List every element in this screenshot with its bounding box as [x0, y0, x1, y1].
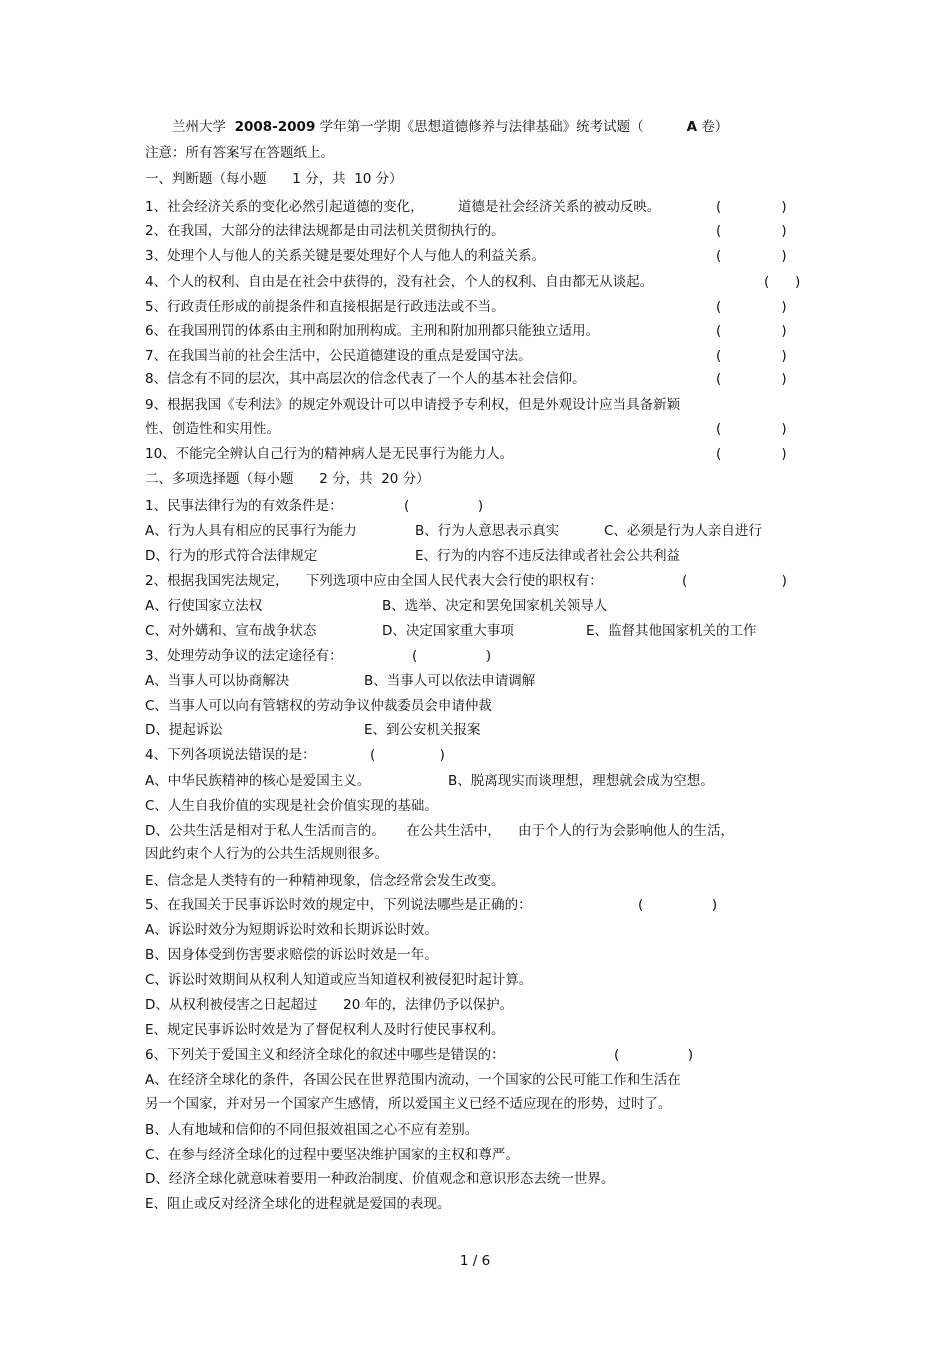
mc-option: D、提起诉讼	[145, 722, 223, 738]
exam-title	[172, 118, 728, 136]
mc-question: 5、在我国关于民事诉讼时效的规定中，下列说法哪些是正确的：	[145, 897, 532, 913]
mc-option: B、脱离现实而谈理想，理想就会成为空想。	[448, 773, 714, 789]
tf-question: 3、处理个人与他人的关系关键是要处理好个人与他人的利益关系。	[145, 248, 546, 264]
mc-option: E、监督其他国家机关的工作	[586, 623, 757, 639]
tf-question: 7、在我国当前的社会生活中，公民道德建设的重点是爱国守法。	[145, 348, 532, 364]
mc-option: D、决定国家重大事项	[382, 623, 514, 639]
answer-paren: ( )	[716, 348, 787, 364]
mc-option: A、行为人具有相应的民事行为能力	[145, 523, 357, 539]
tf-question-cont: 性、创造性和实用性。	[145, 421, 280, 437]
mc-option: C、人生自我价值的实现是社会价值实现的基础。	[145, 798, 438, 814]
mc-option: E、阻止或反对经济全球化的进程就是爱国的表现。	[145, 1196, 451, 1212]
mc-option: C、在参与经济全球化的过程中要坚决维护国家的主权和尊严。	[145, 1147, 519, 1163]
mc-option: B、选举、决定和罢免国家机关领导人	[382, 598, 608, 614]
tf-question: 2、在我国，大部分的法律法规都是由司法机关贯彻执行的。	[145, 223, 505, 239]
mc-option: B、当事人可以依法申请调解	[364, 673, 536, 689]
answer-paren: ( )	[716, 446, 787, 462]
mc-question: 3、处理劳动争议的法定途径有：	[145, 648, 343, 664]
mc-option: C、诉讼时效期间从权利人知道或应当知道权利被侵犯时起计算。	[145, 972, 533, 988]
answer-paren: ( )	[716, 199, 787, 215]
page-number: 1 / 6	[459, 1253, 491, 1269]
mc-option: E、规定民事诉讼时效是为了督促权利人及时行使民事权利。	[145, 1022, 505, 1038]
answer-paren: ( )	[716, 223, 787, 239]
mc-option: E、行为的内容不违反法律或者社会公共利益	[415, 548, 681, 564]
tf-question: 4、个人的权利、自由是在社会中获得的，没有社会，个人的权利、自由都无从谈起。	[145, 274, 654, 290]
mc-option: A、行使国家立法权	[145, 598, 263, 614]
school-name: 兰州大学	[172, 119, 226, 135]
paper-letter: A	[686, 119, 698, 135]
tf-question: 1、社会经济关系的变化必然引起道德的变化， 道德是社会经济关系的被动反映。	[145, 199, 661, 215]
mc-question: 2、根据我国宪法规定， 下列选项中应由全国人民代表大会行使的职权有：	[145, 573, 603, 589]
academic-year: 2008-2009	[234, 119, 316, 135]
mc-question: 1、民事法律行为的有效条件是：	[145, 498, 343, 514]
mc-question: 6、下列关于爱国主义和经济全球化的叙述中哪些是错误的：	[145, 1047, 505, 1063]
mc-question: 4、下列各项说法错误的是：	[145, 747, 316, 763]
answer-paren: ( )	[404, 498, 484, 514]
paper-suffix: 卷）	[701, 119, 729, 135]
mc-option: C、必须是行为人亲自进行	[604, 523, 762, 539]
mc-option: A、中华民族精神的核心是爱国主义。	[145, 773, 371, 789]
mc-option: A、诉讼时效分为短期诉讼时效和长期诉讼时效。	[145, 922, 438, 938]
mc-option: C、对外媾和、宣布战争状态	[145, 623, 317, 639]
answer-paren: ( )	[370, 747, 445, 763]
tf-question: 8、信念有不同的层次，其中高层次的信念代表了一个人的基本社会信仰。	[145, 371, 586, 387]
answer-paren: ( )	[716, 248, 787, 264]
mc-option: E、信念是人类特有的一种精神现象，信念经常会发生改变。	[145, 873, 505, 889]
tf-question: 5、行政责任形成的前提条件和直接根据是行政违法或不当。	[145, 299, 505, 315]
section2-title: 二、多项选择题（每小题 2 分，共 20 分）	[145, 471, 430, 487]
mc-option: D、行为的形式符合法律规定	[145, 548, 318, 564]
mc-option: E、到公安机关报案	[364, 722, 481, 738]
answer-paren: ( )	[716, 371, 787, 387]
tf-question: 6、在我国刑罚的体系由主刑和附加刑构成。主刑和附加刑都只能独立适用。	[145, 323, 600, 339]
answer-paren: ( )	[412, 648, 492, 664]
section1-title: 一、判断题（每小题 1 分，共 10 分）	[145, 171, 403, 187]
answer-paren: ( )	[716, 323, 787, 339]
answer-paren: ( )	[716, 421, 787, 437]
mc-option: B、因身体受到伤害要求赔偿的诉讼时效是一年。	[145, 947, 438, 963]
mc-option: D、公共生活是相对于私人生活而言的。 在公共生活中， 由于个人的行为会影响他人的生活，	[145, 823, 735, 839]
term-and-course: 学年第一学期《思想道德修养与法律基础》统考试题（	[319, 119, 644, 135]
answer-paren: ( )	[638, 897, 718, 913]
mc-option-cont: 另一个国家，并对另一个国家产生感情，所以爱国主义已经不适应现在的形势，过时了。	[145, 1096, 672, 1112]
answer-paren: ( )	[682, 573, 787, 589]
tf-question: 9、根据我国《专利法》的规定外观设计可以申请授予专利权，但是外观设计应当具备新颖	[145, 397, 681, 413]
tf-question: 10、不能完全辨认自己行为的精神病人是无民事行为能力人。	[145, 446, 514, 462]
mc-option: C、当事人可以向有管辖权的劳动争议仲裁委员会申请仲裁	[145, 698, 492, 714]
answer-paren: ( )	[764, 274, 801, 290]
instruction-note: 注意：所有答案写在答题纸上。	[145, 145, 334, 161]
mc-option: B、人有地域和信仰的不同但报效祖国之心不应有差别。	[145, 1122, 479, 1138]
mc-option: A、当事人可以协商解决	[145, 673, 290, 689]
mc-option: B、行为人意思表示真实	[415, 523, 560, 539]
answer-paren: ( )	[614, 1047, 694, 1063]
mc-option: A、在经济全球化的条件，各国公民在世界范围内流动，一个国家的公民可能工作和生活在	[145, 1072, 681, 1088]
mc-option-cont: 因此约束个人行为的公共生活规则很多。	[145, 846, 388, 862]
mc-option: D、从权利被侵害之日起超过 20 年的，法律仍予以保护。	[145, 997, 514, 1013]
mc-option: D、经济全球化就意味着要用一种政治制度、价值观念和意识形态去统一世界。	[145, 1171, 615, 1187]
answer-paren: ( )	[716, 299, 787, 315]
